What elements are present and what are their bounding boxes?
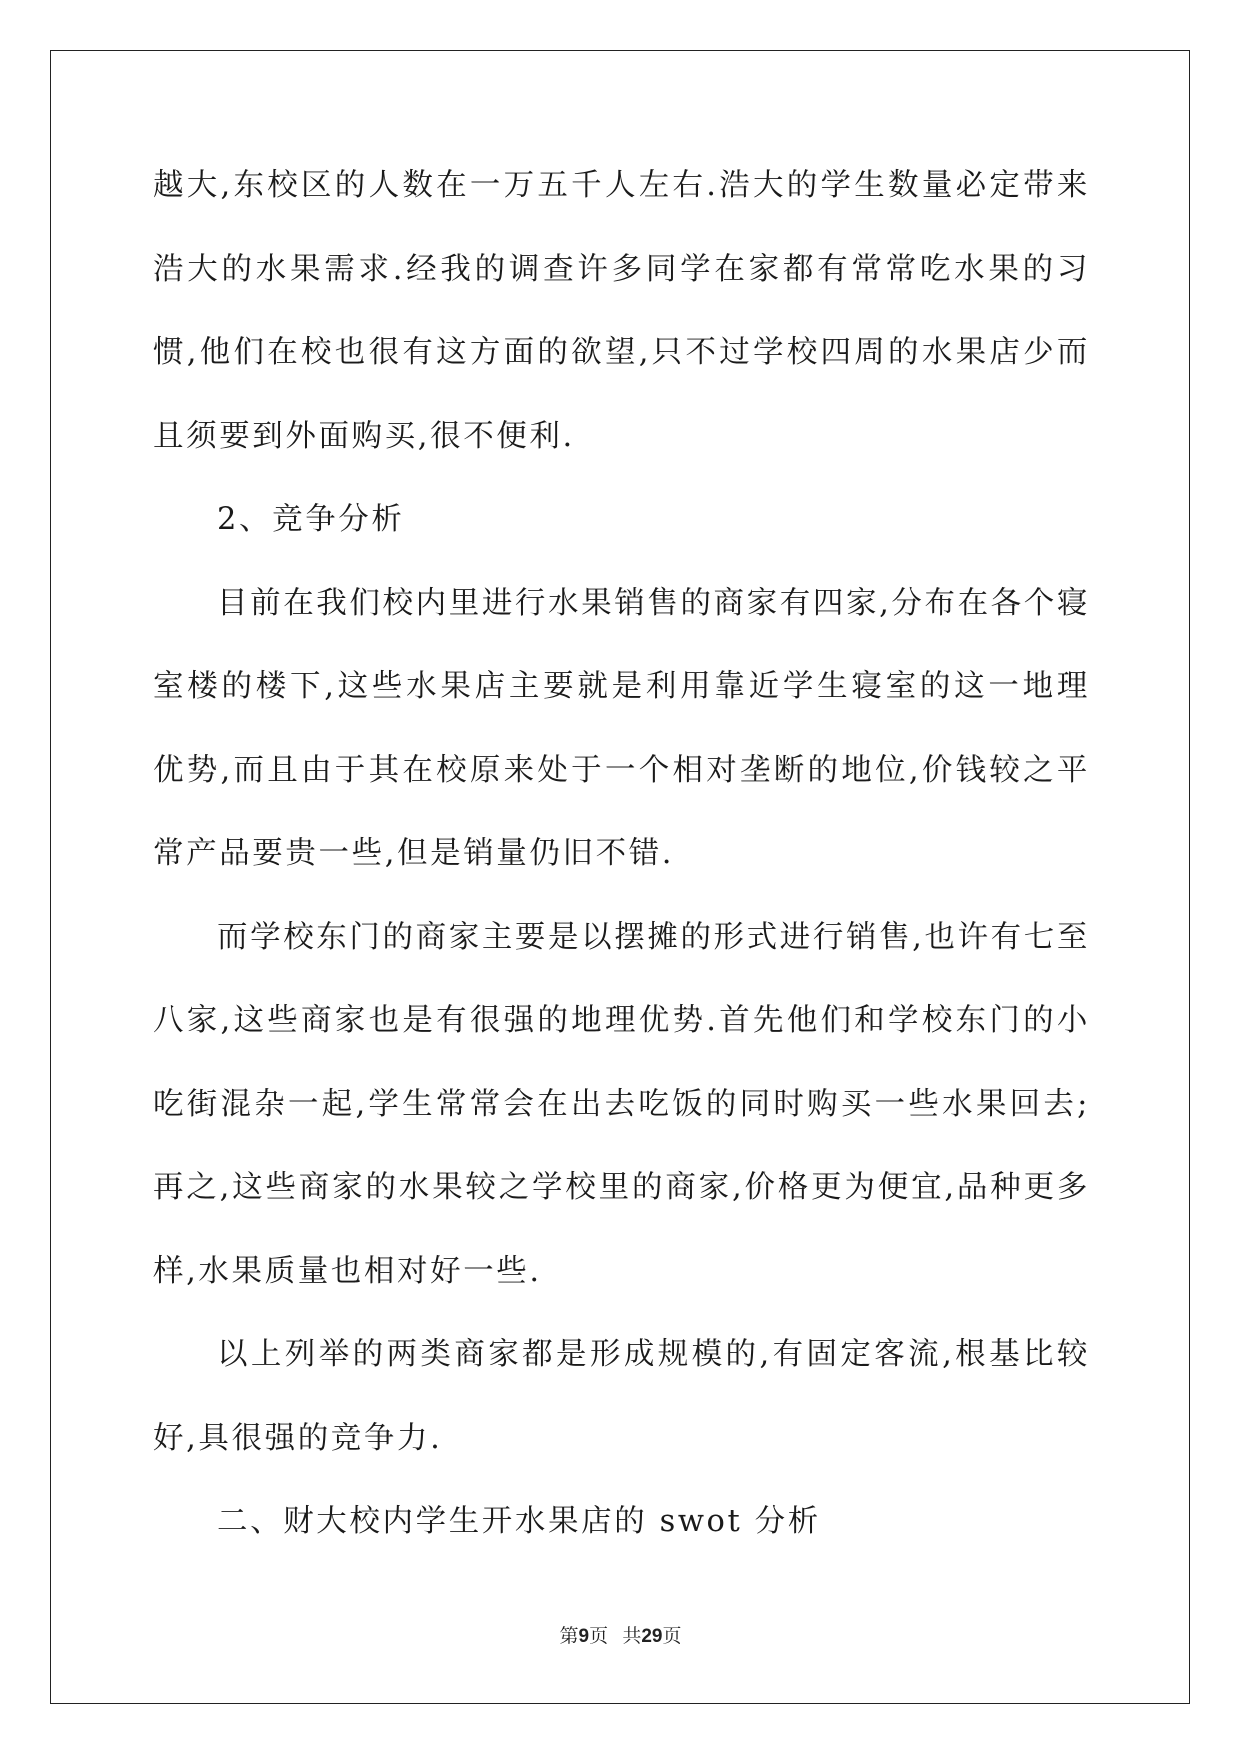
heading-competition-analysis: 2、竞争分析 xyxy=(217,502,405,537)
current-page-number: 9 xyxy=(578,1626,590,1647)
paragraph-demand-continued: 越大,东校区的人数在一万五千人左右.浩大的学生数量必定带来浩大的水果需求.经我的调查许多同学在家都有常常吃水果的习惯,他们在校也很有这方面的欲望,只不过学校四周的水果店少而且须要到外面购买,很不便利. xyxy=(153,168,1090,454)
paragraph-east-gate-sellers: 而学校东门的商家主要是以摆摊的形式进行销售,也许有七至八家,这些商家也是有很强的地理优势.首先他们和学校东门的小吃街混杂一起,学生常常会在出去吃饭的同时购买一些水果回去;再之,这些商家的水果较之学校里的商家,价格更为便宜,品种更多样,水果质量也相对好一些. xyxy=(153,919,1090,1289)
page-footer xyxy=(0,1621,1241,1648)
footer-middle: 页 共 xyxy=(589,1626,642,1647)
document-body xyxy=(153,158,1090,1564)
total-page-number: 29 xyxy=(641,1626,663,1647)
footer-suffix: 页 xyxy=(662,1626,682,1647)
paragraph-competition-summary: 以上列举的两类商家都是形成规模的,有固定客流,根基比较好,具很强的竞争力. xyxy=(153,1337,1090,1456)
heading-swot-analysis: 二、财大校内学生开水果店的 swot 分析 xyxy=(217,1504,821,1539)
footer-prefix: 第 xyxy=(559,1626,579,1647)
paragraph-campus-sellers: 目前在我们校内里进行水果销售的商家有四家,分布在各个寝室楼的楼下,这些水果店主要就是利用靠近学生寝室的这一地理优势,而且由于其在校原来处于一个相对垄断的地位,价钱较之平常产品要贵一些,但是销量仍旧不错. xyxy=(153,585,1090,871)
